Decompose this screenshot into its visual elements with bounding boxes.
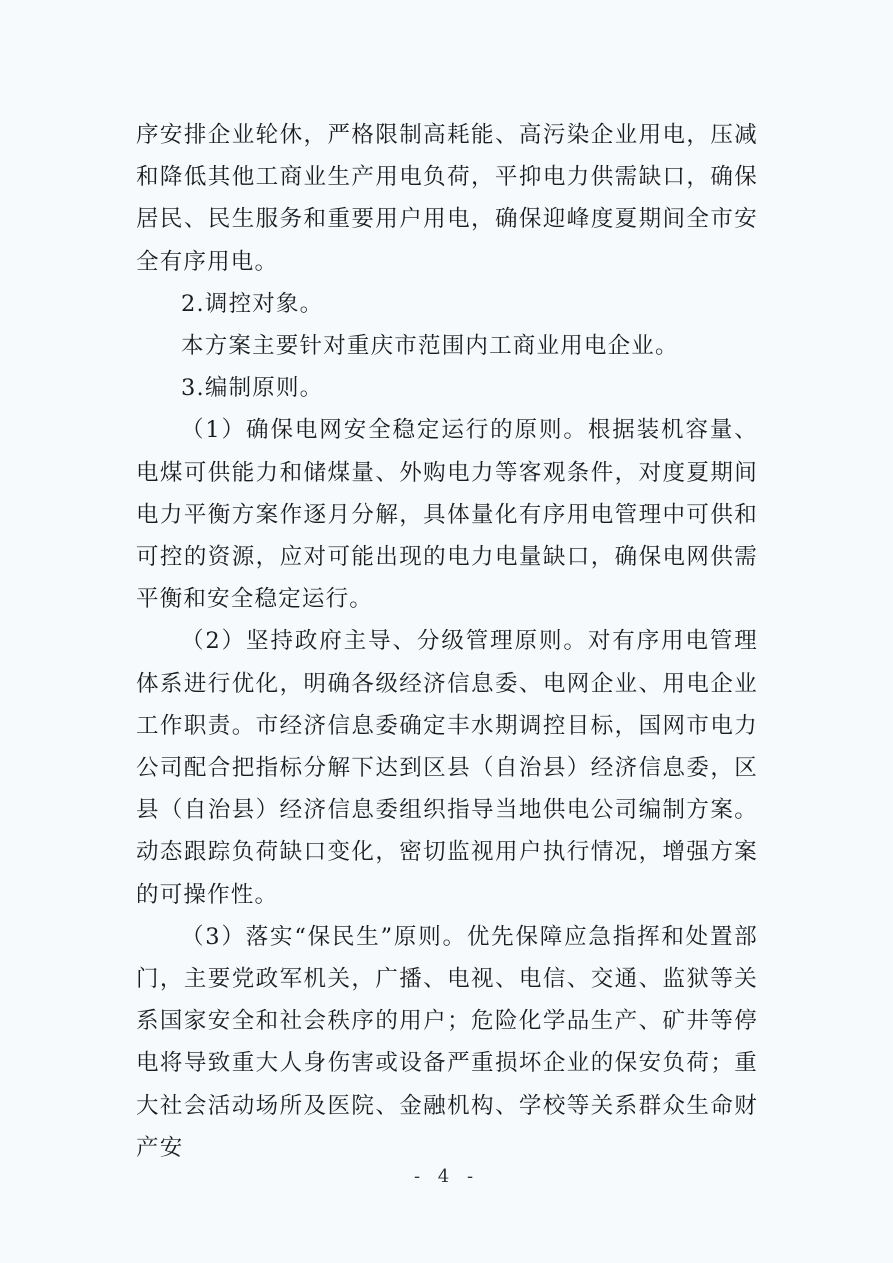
document-body <box>136 114 758 1169</box>
paragraph-continuation: 序安排企业轮休，严格限制高耗能、高污染企业用电，压减和降低其他工商业生产用电负荷，平抑电力供需缺口，确保居民、民生服务和重要用户用电，确保迎峰度夏期间全市安全有序用电。 <box>136 122 758 275</box>
paragraph-principle-2: （2）坚持政府主导、分级管理原则。对有序用电管理体系进行优化，明确各级经济信息委、电网企业、用电企业工作职责。市经济信息委确定丰水期调控目标，国网市电力公司配合把指标分解下达到区县（自治县）经济信息委，区县（自治县）经济信息委组织指导当地供电公司编制方案。动态跟踪负荷缺口变化，密切监视用户执行情况，增强方案的可操作性。 <box>136 628 758 908</box>
heading-principles: 3.编制原则。 <box>181 375 324 402</box>
paragraph-scope: 本方案主要针对重庆市范围内工商业用电企业。 <box>181 333 679 360</box>
page-number: - 4 - <box>413 1166 480 1187</box>
paragraph-principle-3: （3）落实“保民生”原则。优先保障应急指挥和处置部门，主要党政军机关，广播、电视、电信、交通、监狱等关系国家安全和社会秩序的用户；危险化学品生产、矿井等停电将导致重大人身伤害或设备严重损坏企业的保安负荷；重大社会活动场所及医院、金融机构、学校等关系群众生命财产安 <box>136 923 758 1161</box>
heading-control-targets: 2.调控对象。 <box>181 290 324 317</box>
paragraph-principle-1: （1）确保电网安全稳定运行的原则。根据装机容量、电煤可供能力和储煤量、外购电力等客观条件，对度夏期间电力平衡方案作逐月分解，具体量化有序用电管理中可供和可控的资源，应对可能出现的电力电量缺口，确保电网供需平衡和安全稳定运行。 <box>136 417 758 613</box>
